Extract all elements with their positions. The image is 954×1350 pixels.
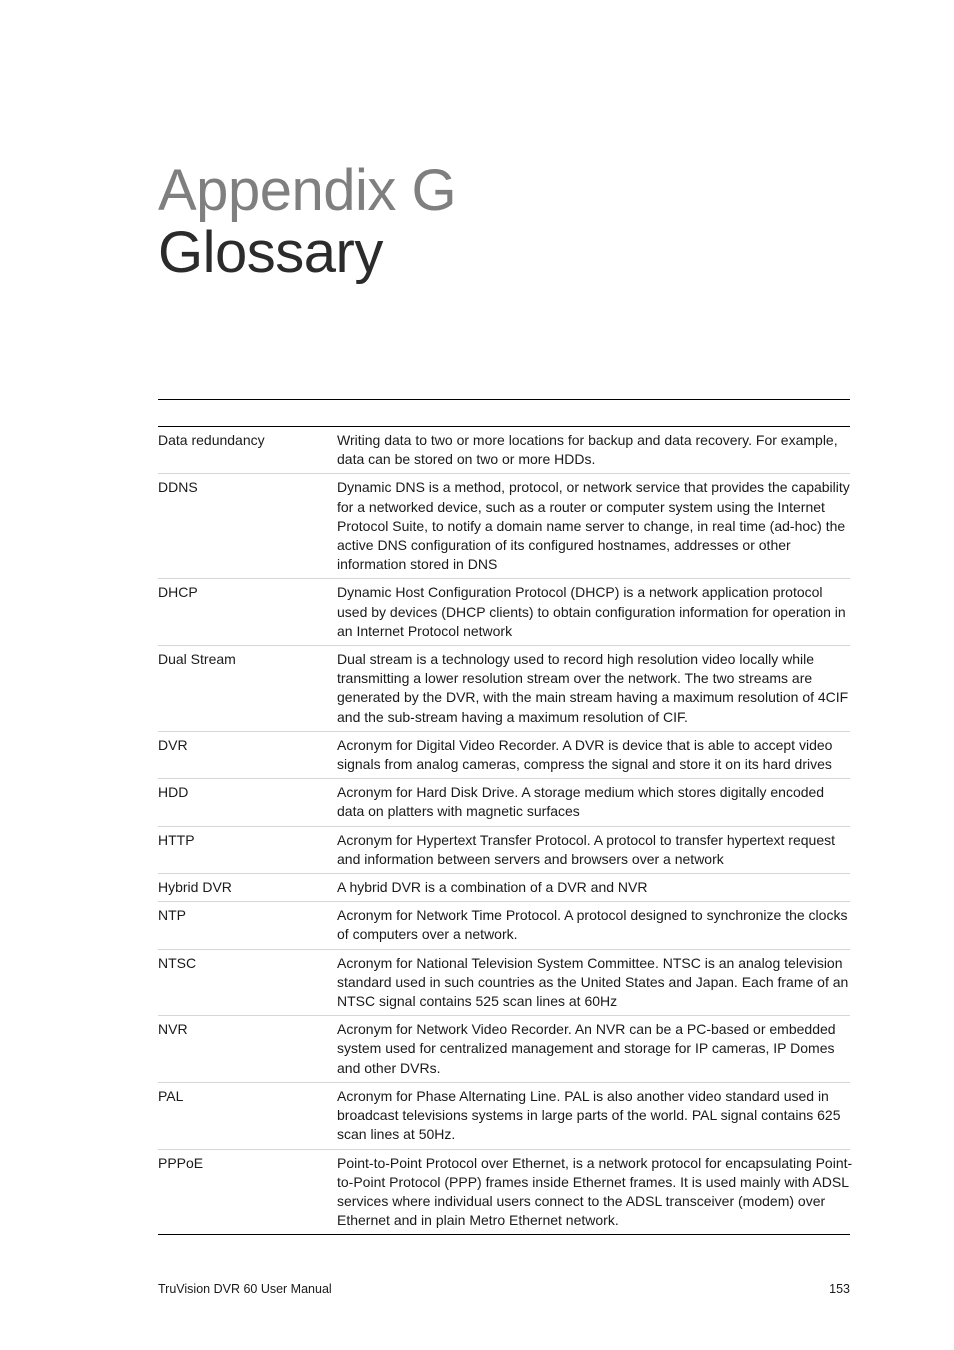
glossary-term: PPPoE	[158, 1154, 204, 1171]
glossary-definition: Acronym for Network Time Protocol. A protocol designed to synchronize the clocks of computers over a network.	[337, 907, 848, 943]
glossary-row	[158, 645, 850, 731]
glossary-term: HDD	[158, 784, 189, 801]
glossary-row	[158, 901, 850, 948]
glossary-row	[158, 473, 850, 578]
appendix-label: Appendix G	[158, 158, 457, 223]
glossary-term: NTSC	[158, 954, 197, 971]
footer-page-number: 153	[829, 1282, 850, 1296]
footer-manual-title: TruVision DVR 60 User Manual	[158, 1282, 332, 1296]
glossary-term: DVR	[158, 736, 188, 753]
glossary-definition: Acronym for Hard Disk Drive. A storage medium which stores digitally encoded data on platters with magnetic surfaces	[337, 784, 825, 820]
glossary-row	[158, 949, 850, 1016]
glossary-definition: Acronym for National Television System Committee. NTSC is an analog television standard used in such countries as the United States and Japan. Each frame of an NTSC signal contains 525 scan lines at 60Hz	[337, 954, 849, 1010]
glossary-term: PAL	[158, 1087, 184, 1104]
chapter-heading	[158, 160, 456, 284]
glossary-term: NTP	[158, 907, 186, 924]
glossary-row	[158, 1015, 850, 1082]
glossary-row	[158, 427, 850, 473]
glossary-term: DDNS	[158, 479, 198, 496]
section-divider	[158, 399, 850, 400]
glossary-term: Data redundancy	[158, 432, 265, 448]
glossary-term: DHCP	[158, 584, 198, 601]
glossary-term: NVR	[158, 1021, 188, 1038]
glossary-row	[158, 826, 850, 873]
glossary-row	[158, 578, 850, 645]
glossary-definition: Dynamic DNS is a method, protocol, or network service that provides the capability for a networked device, such as a router or computer system using the Internet Protocol Suite, to notify a domain name server to change, in real time (ad-hoc) the active DNS configuration of its configured hostnames, addresses or other information stored in DNS	[337, 479, 850, 573]
glossary-row	[158, 731, 850, 778]
page-title: Glossary	[158, 220, 383, 285]
glossary-row	[158, 1082, 850, 1149]
glossary-table	[158, 426, 853, 1235]
glossary-definition: Dual stream is a technology used to record high resolution video locally while transmitting a lower resolution stream over the network. The two streams are generated by the DVR, with the main stream having a maximum resolution of 4CIF and the sub-stream having a maximum resolution of CIF.	[337, 651, 849, 725]
glossary-definition: Acronym for Phase Alternating Line. PAL is also another video standard used in broadcast televisions systems in large parts of the world. PAL signal contains 625 scan lines at 50Hz.	[337, 1087, 841, 1143]
glossary-term: HTTP	[158, 831, 195, 848]
glossary-definition: Point-to-Point Protocol over Ethernet, is a network protocol for encapsulating Point-to-Point Protocol (PPP) frames inside Ethernet frames. It is used mainly with ADSL services where individual users connect to the ADSL transceiver (modem) over Ethernet and in plain Metro Ethernet network.	[337, 1154, 853, 1229]
glossary-definition: Acronym for Digital Video Recorder. A DVR is device that is able to accept video signals from analog cameras, compress the signal and store it on its hard drives	[337, 736, 833, 773]
glossary-definition: Acronym for Hypertext Transfer Protocol. A protocol to transfer hypertext request and information between servers and browsers over a network	[337, 831, 835, 867]
page-footer	[158, 1282, 850, 1296]
glossary-term: Hybrid DVR	[158, 879, 232, 896]
glossary-definition: Writing data to two or more locations for backup and data recovery. For example, data can be stored on two or more HDDs.	[337, 432, 838, 468]
glossary-definition: Dynamic Host Configuration Protocol (DHCP) is a network application protocol used by devices (DHCP clients) to obtain configuration information for operation in an Internet Protocol network	[337, 584, 846, 639]
glossary-row	[158, 873, 850, 901]
glossary-row	[158, 778, 850, 825]
glossary-definition: Acronym for Network Video Recorder. An NVR can be a PC-based or embedded system used for centralized management and storage for IP cameras, IP Domes and other DVRs.	[337, 1021, 836, 1076]
glossary-row	[158, 1149, 853, 1235]
glossary-term: Dual Stream	[158, 651, 236, 668]
glossary-definition: A hybrid DVR is a combination of a DVR and NVR	[337, 879, 648, 896]
